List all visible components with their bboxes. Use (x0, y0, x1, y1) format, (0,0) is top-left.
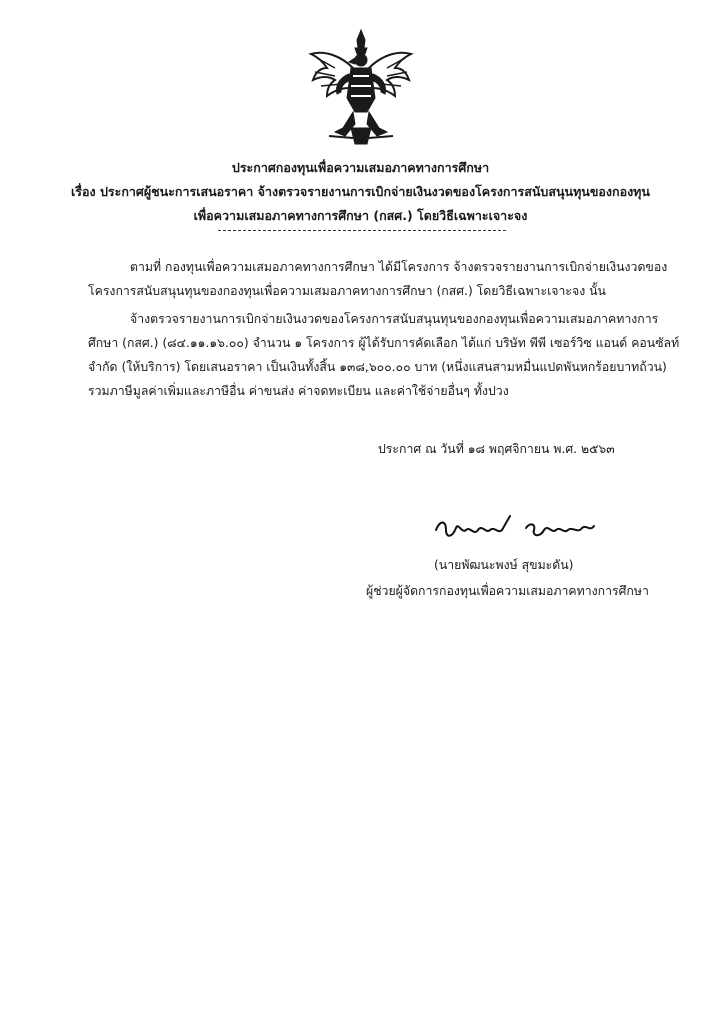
divider (218, 230, 506, 231)
paragraph-2-line-2: ศึกษา (กสศ.) (๘๔.๑๑.๑๖.๐๐) จำนวน ๑ โครงการ ผู้ได้รับการคัดเลือก ได้แก่ บริษัท พีพี เซอร์วิซ แอนด์ คอนซัลท์ (88, 336, 680, 350)
subject-line-2: เพื่อความเสมอภาคทางการศึกษา (กสศ.) โดยวิธีเฉพาะเจาะจง (193, 208, 528, 223)
announcement-date: ประกาศ ณ วันที่ ๑๘ พฤศจิกายน พ.ศ. ๒๕๖๓ (378, 442, 615, 456)
paragraph-2-line-1: จ้างตรวจรายงานการเบิกจ่ายเงินงวดของโครงการสนับสนุนทุนของกองทุนเพื่อความเสมอภาคทางการ (130, 312, 659, 326)
paragraph-1-line-1: ตามที่ กองทุนเพื่อความเสมอภาคทางการศึกษา ได้มีโครงการ จ้างตรวจรายงานการเบิกจ่ายเงินงวดของ (130, 260, 668, 274)
handwritten-signature (430, 512, 600, 546)
signatory-name: (นายพัฒนะพงษ์ สุขมะดัน) (434, 558, 574, 572)
org-heading: ประกาศกองทุนเพื่อความเสมอภาคทางการศึกษา (231, 160, 490, 175)
paragraph-2-line-3: จำกัด (ให้บริการ) โดยเสนอราคา เป็นเงินทั้งสิ้น ๑๓๘,๖๐๐.๐๐ บาท (หนึ่งแสนสามหมื่นแปดพันหกร้อยบาทถ้วน) (88, 360, 667, 374)
garuda-emblem-icon (305, 28, 417, 146)
signatory-title: ผู้ช่วยผู้จัดการกองทุนเพื่อความเสมอภาคทางการศึกษา (366, 584, 649, 598)
paragraph-2-line-4: รวมภาษีมูลค่าเพิ่มและภาษีอื่น ค่าขนส่ง ค่าจดทะเบียน และค่าใช้จ่ายอื่นๆ ทั้งปวง (88, 384, 509, 398)
subject-line-1: เรื่อง ประกาศผู้ชนะการเสนอราคา จ้างตรวจรายงานการเบิกจ่ายเงินงวดของโครงการสนับสนุนทุนของกองทุน (71, 184, 650, 199)
paragraph-1-line-2: โครงการสนับสนุนทุนของกองทุนเพื่อความเสมอภาคทางการศึกษา (กสศ.) โดยวิธีเฉพาะเจาะจง นั้น (88, 284, 606, 298)
